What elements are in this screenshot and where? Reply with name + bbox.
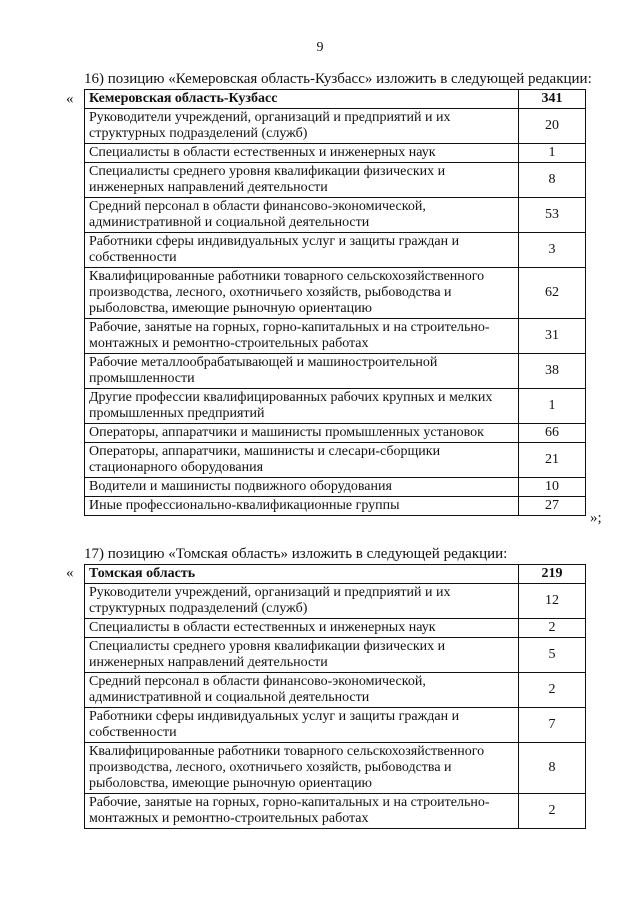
occupation-group: Руководители учреждений, организаций и предприятий и их структурных подразделений (служб) <box>85 109 519 144</box>
occupation-count: 7 <box>519 708 586 743</box>
occupation-group: Операторы, аппаратчики, машинисты и слесари-сборщики стационарного оборудования <box>85 443 519 478</box>
table-row <box>85 144 586 163</box>
occupation-group: Операторы, аппаратчики и машинисты промышленных установок <box>85 424 519 443</box>
occupation-count: 1 <box>519 389 586 424</box>
region-name: Кемеровская область-Кузбасс <box>85 90 519 109</box>
occupation-group: Средний персонал в области финансово-экономической, административной и социальной деятельности <box>85 198 519 233</box>
table-row <box>85 233 586 268</box>
occupation-count: 12 <box>519 584 586 619</box>
occupation-group: Руководители учреждений, организаций и предприятий и их структурных подразделений (служб) <box>85 584 519 619</box>
occupation-count: 2 <box>519 619 586 638</box>
occupation-count: 20 <box>519 109 586 144</box>
occupation-count: 8 <box>519 743 586 794</box>
occupation-count: 10 <box>519 478 586 497</box>
table-row <box>85 354 586 389</box>
table-header-row <box>85 90 586 109</box>
section-16-intro: 16) позицию «Кемеровская область-Кузбасс» изложить в следующей редакции: <box>84 71 592 87</box>
table-row <box>85 673 586 708</box>
table-header-row <box>85 565 586 584</box>
occupation-count: 66 <box>519 424 586 443</box>
occupation-count: 2 <box>519 794 586 829</box>
occupation-group: Работники сферы индивидуальных услуг и защиты граждан и собственности <box>85 708 519 743</box>
occupation-group: Водители и машинисты подвижного оборудования <box>85 478 519 497</box>
table-row <box>85 268 586 319</box>
occupation-group: Квалифицированные работники товарного сельскохозяйственного производства, лесного, охотничьего хозяйств, рыбоводства и рыболовства, имеющие рыночную ориентацию <box>85 268 519 319</box>
table-row <box>85 743 586 794</box>
occupation-count: 5 <box>519 638 586 673</box>
occupation-group: Работники сферы индивидуальных услуг и защиты граждан и собственности <box>85 233 519 268</box>
table-row <box>85 478 586 497</box>
occupation-group: Специалисты в области естественных и инженерных наук <box>85 619 519 638</box>
table-row <box>85 794 586 829</box>
occupation-count: 31 <box>519 319 586 354</box>
table-row <box>85 443 586 478</box>
occupation-group: Другие профессии квалифицированных рабочих крупных и мелких промышленных предприятий <box>85 389 519 424</box>
table-row <box>85 319 586 354</box>
occupation-count: 53 <box>519 198 586 233</box>
occupation-count: 38 <box>519 354 586 389</box>
occupation-count: 3 <box>519 233 586 268</box>
kemerovo-table <box>84 89 586 516</box>
table-row <box>85 198 586 233</box>
occupation-count: 62 <box>519 268 586 319</box>
table-row <box>85 708 586 743</box>
occupation-count: 21 <box>519 443 586 478</box>
table-row <box>85 109 586 144</box>
section-17-open-quote: « <box>66 565 74 581</box>
table-row <box>85 389 586 424</box>
occupation-group: Иные профессионально-квалификационные группы <box>85 497 519 516</box>
table-row <box>85 584 586 619</box>
region-name: Томская область <box>85 565 519 584</box>
region-total: 341 <box>519 90 586 109</box>
occupation-group: Специалисты в области естественных и инженерных наук <box>85 144 519 163</box>
occupation-group: Средний персонал в области финансово-экономической, административной и социальной деятельности <box>85 673 519 708</box>
occupation-group: Рабочие металлообрабатывающей и машиностроительной промышленности <box>85 354 519 389</box>
tomsk-table <box>84 564 586 829</box>
occupation-group: Рабочие, занятые на горных, горно-капитальных и на строительно-монтажных и ремонтно-строительных работах <box>85 319 519 354</box>
section-17-intro: 17) позицию «Томская область» изложить в следующей редакции: <box>84 546 508 562</box>
region-total: 219 <box>519 565 586 584</box>
table-row <box>85 638 586 673</box>
table-row <box>85 619 586 638</box>
occupation-group: Специалисты среднего уровня квалификации физических и инженерных направлений деятельности <box>85 163 519 198</box>
section-16-close-quote: »; <box>590 510 602 526</box>
table-row <box>85 424 586 443</box>
section-16-open-quote: « <box>66 91 74 107</box>
occupation-group: Специалисты среднего уровня квалификации физических и инженерных направлений деятельности <box>85 638 519 673</box>
page-number: 9 <box>316 40 324 55</box>
occupation-group: Квалифицированные работники товарного сельскохозяйственного производства, лесного, охотничьего хозяйств, рыбоводства и рыболовства, имеющие рыночную ориентацию <box>85 743 519 794</box>
table-row <box>85 163 586 198</box>
table-row <box>85 497 586 516</box>
occupation-group: Рабочие, занятые на горных, горно-капитальных и на строительно-монтажных и ремонтно-строительных работах <box>85 794 519 829</box>
occupation-count: 1 <box>519 144 586 163</box>
occupation-count: 27 <box>519 497 586 516</box>
occupation-count: 8 <box>519 163 586 198</box>
occupation-count: 2 <box>519 673 586 708</box>
